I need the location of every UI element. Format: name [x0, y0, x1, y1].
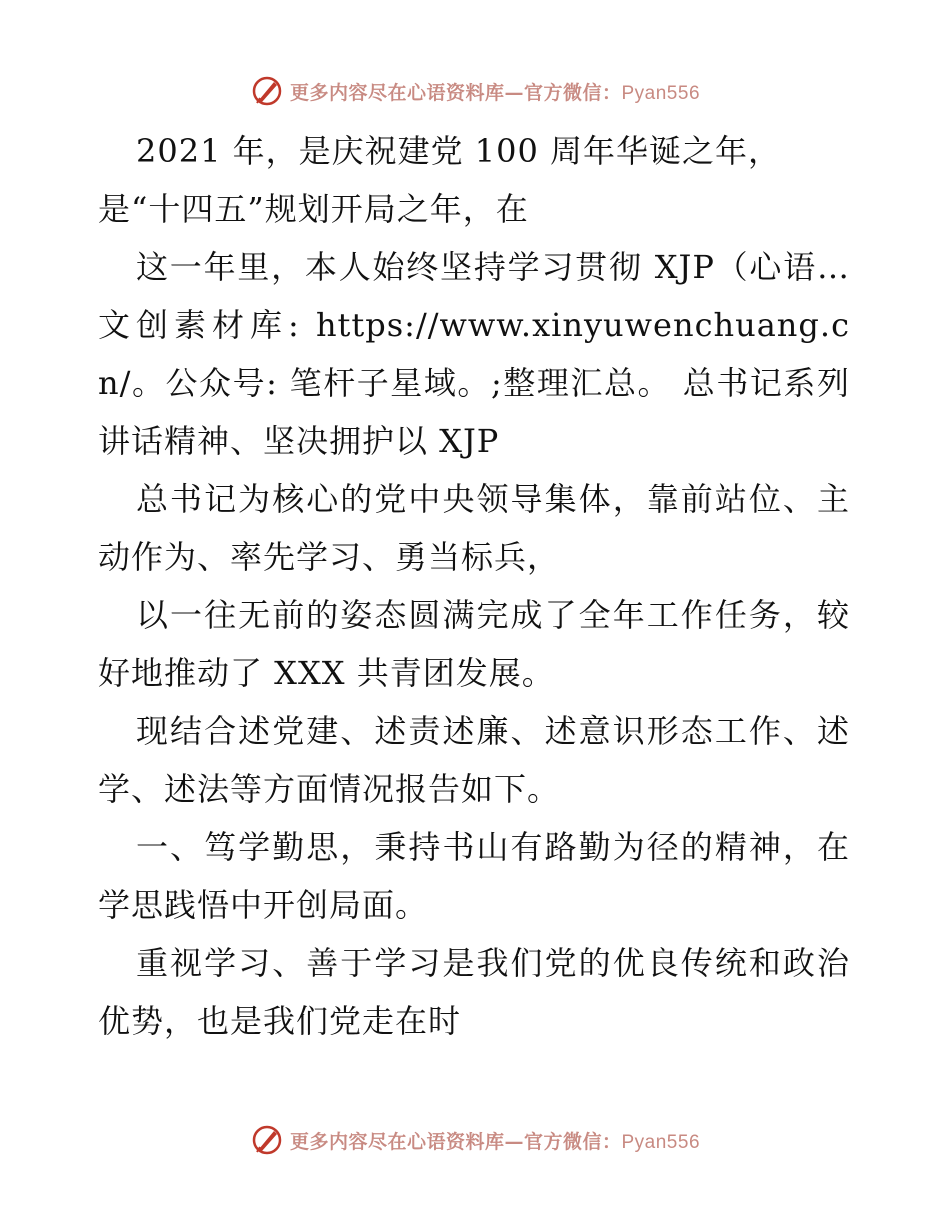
paragraph: 这一年里，本人始终坚持学习贯彻 XJP（心语… 文创素材库: https://www.xinyuwenchuang.cn/。公众号: 笔杆子星域。;整理汇总。 总书记系列讲话精神、坚决拥护以 XJP [98, 248, 850, 460]
quill-logo-icon [250, 74, 284, 108]
footer-watermark [0, 1120, 950, 1160]
watermark-text: 更多内容尽在心语资料库—官方微信：Pyan556 [289, 81, 701, 104]
paragraph: 是“十四五”规划开局之年，在 [98, 190, 529, 228]
paragraph: 重视学习、善于学习是我们党的优良传统和政治优势，也是我们党走在时 [98, 944, 850, 1040]
paragraph: 2021 年，是庆祝建党 100 周年华诞之年， [136, 132, 782, 170]
paragraph: 一、笃学勤思，秉持书山有路勤为径的精神，在学思践悟中开创局面。 [98, 828, 850, 924]
header-watermark [0, 71, 950, 111]
paragraph: 总书记为核心的党中央领导集体，靠前站位、主动作为、率先学习、勇当标兵， [98, 480, 850, 576]
paragraph: 现结合述党建、述责述廉、述意识形态工作、述学、述法等方面情况报告如下。 [98, 712, 850, 808]
paragraph: 以一往无前的姿态圆满完成了全年工作任务，较好地推动了 XXX 共青团发展。 [98, 596, 850, 692]
quill-logo-icon [250, 1123, 284, 1157]
document-body [98, 122, 850, 1050]
watermark-text: 更多内容尽在心语资料库—官方微信：Pyan556 [289, 1130, 701, 1153]
